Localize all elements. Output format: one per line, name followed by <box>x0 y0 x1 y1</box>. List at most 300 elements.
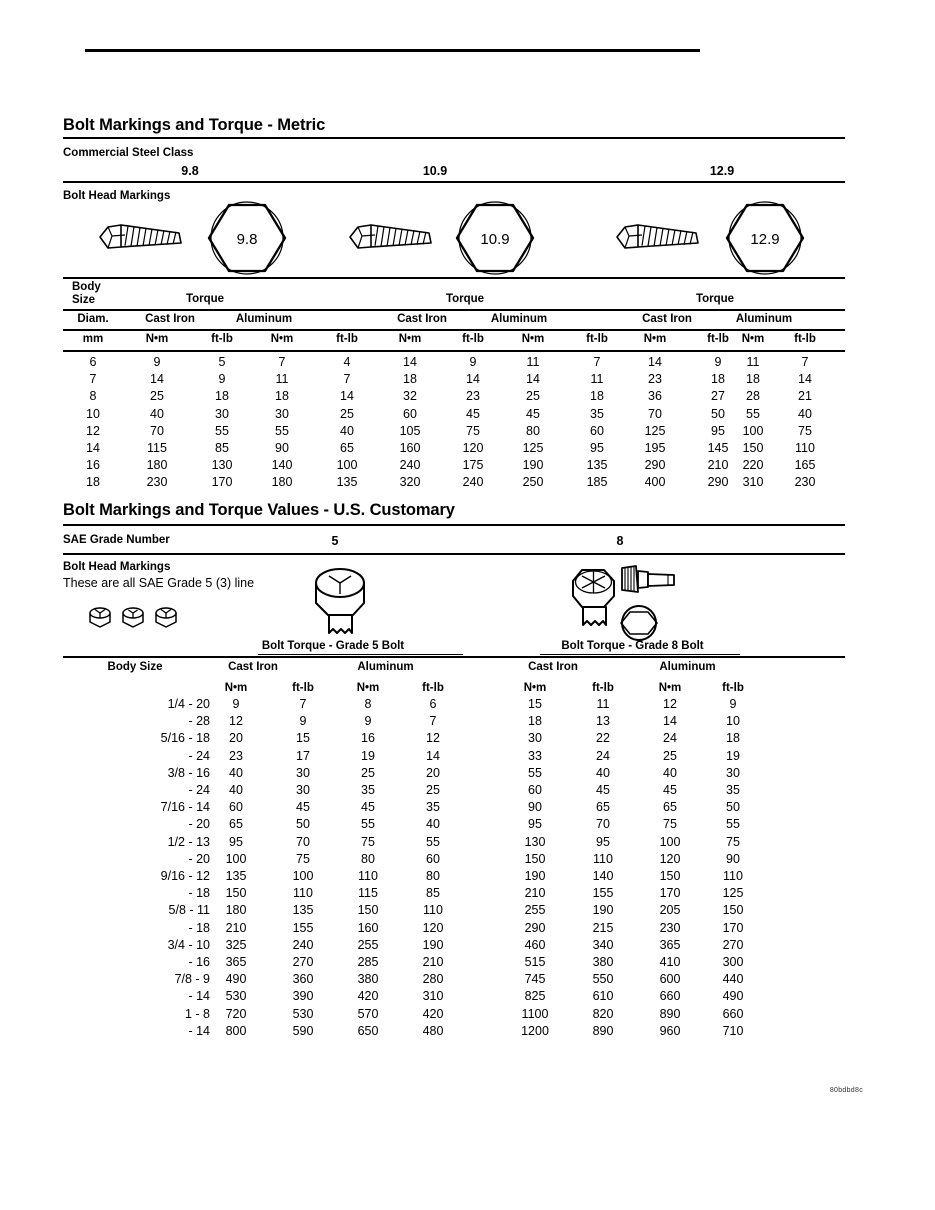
metric-unit-nm-10-9-al: N•m <box>521 333 545 345</box>
metric-cell-g129-ci-ftlb: 18 <box>711 372 725 387</box>
us-cell-g8-al-ftlb: 110 <box>723 869 743 883</box>
us-cell-g5-ci-nm: 9 <box>232 697 240 711</box>
metric-cell-g98-al-nm: 11 <box>275 372 289 387</box>
us-cell-g5-ci-nm: 365 <box>225 955 247 969</box>
us-cell-g8-ci-ftlb: 65 <box>596 800 610 815</box>
us-cell-g5-al-nm: 9 <box>364 714 372 729</box>
metric-cell-g98-ci-ftlb: 55 <box>215 423 229 438</box>
us-cell-g8-al-ftlb: 50 <box>726 800 740 815</box>
us-cell-g5-ci-ftlb: 7 <box>299 697 307 711</box>
us-cell-g8-al-nm: 230 <box>659 920 681 935</box>
us-unit-nm-g8-al: N•m <box>658 682 682 694</box>
metric-units-rule <box>63 350 845 352</box>
grade8-bolt-illustration <box>570 563 680 641</box>
us-cell-g8-ci-nm: 95 <box>528 817 542 832</box>
us-cell-g5-al-nm: 150 <box>357 903 379 918</box>
metric-cell-g98-al-ftlb: 25 <box>340 406 354 421</box>
sae-grade-number-label: SAE Grade Number <box>63 534 170 546</box>
metric-unit-ftlb-9-8-al: ft-lb <box>336 333 358 345</box>
us-cell-g8-ci-nm: 1100 <box>521 1006 549 1021</box>
grade5-head-marking-icon-2 <box>117 604 149 634</box>
metric-unit-ftlb-12-9-ci: ft-lb <box>707 333 729 345</box>
us-cell-body-size: 7/16 - 14 <box>160 800 210 815</box>
us-unit-ftlb-g5-ci: ft-lb <box>292 682 314 694</box>
us-cell-g8-ci-nm: 460 <box>524 937 546 952</box>
us-cell-g8-al-nm: 410 <box>659 955 681 969</box>
us-cell-g5-al-nm: 285 <box>357 955 379 969</box>
svg-text:12.9: 12.9 <box>750 231 780 248</box>
us-cell-g5-ci-nm: 20 <box>229 731 243 746</box>
us-cell-g5-al-ftlb: 60 <box>426 851 440 866</box>
us-cell-g8-ci-nm: 290 <box>524 920 546 935</box>
us-cell-g8-al-ftlb: 9 <box>729 697 737 711</box>
metric-artwork-rule <box>63 277 845 279</box>
us-cast-iron-grade-5: Cast Iron <box>228 661 278 673</box>
us-cell-body-size: 5/8 - 11 <box>168 903 210 918</box>
us-cell-g5-al-nm: 650 <box>357 1023 379 1038</box>
us-cell-g5-al-ftlb: 210 <box>422 955 444 969</box>
metric-cell-g98-ci-ftlb: 5 <box>218 355 226 369</box>
metric-material-rule <box>63 329 845 331</box>
us-cell-g8-ci-ftlb: 190 <box>592 903 614 918</box>
metric-body-size-label-line2: Size <box>72 294 96 306</box>
us-cell-g8-al-ftlb: 300 <box>722 955 744 969</box>
us-cell-g5-al-ftlb: 80 <box>426 869 440 883</box>
metric-aluminum-12-9: Aluminum <box>735 313 793 325</box>
us-cell-g5-ci-nm: 100 <box>225 851 247 866</box>
us-title-rule <box>63 524 845 526</box>
metric-cell-g109-al-nm: 45 <box>526 406 540 421</box>
us-cell-g8-ci-ftlb: 11 <box>596 697 610 711</box>
us-cell-g5-al-nm: 45 <box>361 800 375 815</box>
metric-cell-g109-ci-nm: 105 <box>399 423 421 438</box>
us-cell-g8-ci-ftlb: 95 <box>596 834 610 849</box>
us-cell-g5-al-ftlb: 280 <box>422 972 444 987</box>
footer-code: 80bdbd8c <box>829 1087 863 1094</box>
metric-hex-head-12-9 <box>718 195 813 281</box>
metric-cell-g129-al-ftlb: 14 <box>798 372 812 387</box>
us-cell-g5-al-nm: 25 <box>361 765 375 780</box>
metric-cell-g98-al-nm: 180 <box>271 475 293 490</box>
us-cell-body-size: - 20 <box>188 817 210 832</box>
us-cell-g8-ci-ftlb: 215 <box>592 920 614 935</box>
metric-unit-ftlb-10-9-al: ft-lb <box>586 333 608 345</box>
us-cell-body-size: - 18 <box>188 886 210 901</box>
us-cell-g5-al-ftlb: 55 <box>426 834 440 849</box>
us-cell-g5-al-ftlb: 110 <box>423 903 443 918</box>
metric-cell-mm: 7 <box>89 372 97 387</box>
us-cell-g8-al-ftlb: 10 <box>726 714 740 729</box>
metric-cell-g98-al-nm: 90 <box>275 441 289 455</box>
metric-cell-g129-al-ftlb: 75 <box>798 423 812 438</box>
us-cell-g8-al-nm: 170 <box>659 886 681 901</box>
us-cell-g5-ci-nm: 150 <box>225 886 247 901</box>
us-cell-g5-ci-ftlb: 50 <box>296 817 310 832</box>
us-cell-g5-al-nm: 110 <box>358 869 378 883</box>
us-cell-g8-al-nm: 65 <box>663 800 677 815</box>
metric-cell-g109-ci-ftlb: 240 <box>462 475 484 490</box>
us-cell-g5-ci-nm: 135 <box>225 869 247 883</box>
us-cell-g8-ci-nm: 825 <box>524 989 546 1004</box>
us-cell-g8-al-nm: 890 <box>659 1006 681 1021</box>
metric-unit-nm-12-9-al: N•m <box>741 333 765 345</box>
us-aluminum-grade-5: Aluminum <box>357 661 414 673</box>
us-cell-g8-ci-ftlb: 70 <box>596 817 610 832</box>
us-cell-g5-al-nm: 160 <box>357 920 379 935</box>
metric-cell-g98-ci-nm: 230 <box>146 475 168 490</box>
metric-torque-group-10-9: Torque <box>445 293 485 305</box>
us-cell-g5-ci-ftlb: 15 <box>296 731 310 746</box>
us-body-size-label: Body Size <box>107 661 163 673</box>
us-cell-g8-al-nm: 12 <box>663 697 677 711</box>
us-cell-g8-al-ftlb: 270 <box>722 937 744 952</box>
metric-torque-rule <box>63 309 845 311</box>
us-cell-g8-al-nm: 205 <box>659 903 681 918</box>
us-cell-g5-al-nm: 420 <box>357 989 379 1004</box>
us-cell-body-size: 7/8 - 9 <box>174 972 210 987</box>
us-cell-body-size: - 14 <box>188 1023 210 1038</box>
metric-class-rule <box>63 181 845 183</box>
us-cell-body-size: 5/16 - 18 <box>160 731 210 746</box>
metric-cell-g98-ci-nm: 115 <box>147 441 167 455</box>
metric-cell-g109-ci-ftlb: 75 <box>466 423 480 438</box>
metric-unit-ftlb-9-8-ci: ft-lb <box>211 333 233 345</box>
metric-cell-g129-al-ftlb: 165 <box>794 458 816 473</box>
metric-cell-g109-al-nm: 25 <box>526 389 540 404</box>
us-cell-g5-ci-ftlb: 17 <box>296 748 310 763</box>
us-cell-g8-ci-nm: 745 <box>524 972 546 987</box>
us-cell-g5-al-nm: 35 <box>361 783 375 797</box>
us-cell-g8-ci-ftlb: 22 <box>596 731 610 746</box>
us-cell-g5-al-ftlb: 14 <box>426 748 440 763</box>
us-cell-g5-ci-ftlb: 270 <box>292 955 314 969</box>
metric-cell-mm: 6 <box>89 355 97 369</box>
us-cell-g8-ci-nm: 190 <box>524 869 546 883</box>
us-cell-g5-ci-ftlb: 360 <box>292 972 314 987</box>
us-cell-g5-ci-ftlb: 9 <box>299 714 307 729</box>
metric-cell-g129-al-nm: 100 <box>742 423 764 438</box>
metric-cast-iron-9-8: Cast Iron <box>145 313 195 325</box>
metric-hex-head-10-9 <box>448 195 543 281</box>
us-cast-iron-grade-8: Cast Iron <box>528 661 578 673</box>
metric-cell-g98-al-nm: 18 <box>275 389 289 404</box>
metric-cell-mm: 8 <box>89 389 97 404</box>
metric-cell-g109-al-nm: 125 <box>522 441 544 455</box>
metric-cell-mm: 14 <box>86 441 100 455</box>
us-cell-g8-ci-nm: 18 <box>528 714 542 729</box>
steel-class-12-9: 12.9 <box>709 164 735 178</box>
us-cell-g5-al-nm: 115 <box>358 886 378 901</box>
metric-cell-g129-al-nm: 11 <box>746 355 760 369</box>
us-cell-body-size: - 24 <box>188 748 210 763</box>
us-cell-g5-ci-nm: 60 <box>229 800 243 815</box>
us-grade-rule <box>63 553 845 555</box>
metric-cell-g109-al-ftlb: 185 <box>586 475 608 490</box>
metric-cell-g129-al-nm: 150 <box>742 441 764 455</box>
metric-cell-g109-al-nm: 250 <box>522 475 544 490</box>
metric-cell-g109-al-ftlb: 95 <box>590 441 604 455</box>
us-cell-g8-ci-ftlb: 24 <box>596 748 610 763</box>
us-cell-g5-al-nm: 380 <box>357 972 379 987</box>
metric-cell-g109-ci-ftlb: 175 <box>462 458 484 473</box>
us-cell-body-size: 1 - 8 <box>184 1006 210 1021</box>
us-cell-g5-ci-nm: 180 <box>225 903 247 918</box>
metric-cell-g109-ci-ftlb: 120 <box>462 441 484 455</box>
metric-hex-head-9-8 <box>200 195 295 281</box>
us-cell-g5-al-ftlb: 85 <box>426 886 440 901</box>
metric-cell-g98-al-ftlb: 135 <box>336 475 358 490</box>
metric-cell-g109-ci-nm: 240 <box>399 458 421 473</box>
us-cell-g8-ci-nm: 33 <box>528 748 542 763</box>
us-cell-g5-ci-ftlb: 100 <box>292 869 314 883</box>
grade5-head-marking-icon-3 <box>150 604 182 634</box>
us-bolt-head-markings-label: Bolt Head Markings <box>63 561 171 573</box>
metric-cell-g129-al-nm: 310 <box>742 475 764 490</box>
metric-torque-group-12-9: Torque <box>695 293 735 305</box>
metric-cell-g98-ci-nm: 14 <box>150 372 164 387</box>
us-cell-g8-ci-ftlb: 550 <box>592 972 614 987</box>
us-cell-g5-ci-nm: 40 <box>229 765 243 780</box>
us-cell-g8-ci-ftlb: 610 <box>592 989 614 1004</box>
metric-cell-g98-al-nm: 55 <box>275 423 289 438</box>
us-cell-g5-ci-nm: 720 <box>225 1006 247 1021</box>
metric-unit-nm-10-9-ci: N•m <box>398 333 422 345</box>
sae-grade-5: 5 <box>331 534 339 548</box>
us-cell-g5-al-nm: 80 <box>361 851 375 866</box>
grade5-bolt-illustration <box>305 563 377 638</box>
metric-cell-g129-ci-ftlb: 9 <box>714 355 722 369</box>
us-cell-g8-al-nm: 40 <box>663 765 677 780</box>
metric-cell-g109-ci-ftlb: 45 <box>466 406 480 421</box>
grade5-head-marking-icon-1 <box>84 604 116 634</box>
us-cell-g8-al-ftlb: 710 <box>722 1023 744 1038</box>
metric-cell-g109-al-ftlb: 7 <box>593 355 601 369</box>
us-cell-g8-al-ftlb: 125 <box>722 886 744 901</box>
metric-cell-g129-al-ftlb: 40 <box>798 406 812 421</box>
metric-bolt-head-markings-label: Bolt Head Markings <box>63 190 171 202</box>
metric-cell-g129-ci-ftlb: 27 <box>711 389 725 404</box>
metric-cell-g98-al-ftlb: 14 <box>340 389 354 404</box>
us-cell-g5-ci-ftlb: 390 <box>292 989 314 1004</box>
us-cell-g5-al-ftlb: 310 <box>422 989 444 1004</box>
us-cell-g8-al-nm: 24 <box>663 731 677 746</box>
metric-unit-ftlb-10-9-ci: ft-lb <box>462 333 484 345</box>
metric-cell-g98-al-ftlb: 4 <box>343 355 351 369</box>
us-cell-g8-al-nm: 75 <box>663 817 677 832</box>
us-section-title: Bolt Markings and Torque Values - U.S. Customary <box>63 501 455 519</box>
metric-cell-g98-ci-ftlb: 9 <box>218 372 226 387</box>
metric-cell-g129-ci-ftlb: 290 <box>707 475 729 490</box>
metric-unit-nm-12-9-ci: N•m <box>643 333 667 345</box>
metric-cell-g109-al-ftlb: 60 <box>590 423 604 438</box>
us-cell-g5-ci-nm: 530 <box>225 989 247 1004</box>
page-top-rule <box>85 49 700 52</box>
metric-cell-g109-ci-nm: 32 <box>403 389 417 404</box>
us-unit-nm-g5-al: N•m <box>356 682 380 694</box>
metric-cell-g109-al-ftlb: 35 <box>590 406 604 421</box>
us-cell-body-size: 1/4 - 20 <box>167 697 210 711</box>
us-cell-body-size: - 14 <box>188 989 210 1004</box>
metric-cell-g129-al-nm: 220 <box>742 458 764 473</box>
us-cell-g8-al-ftlb: 660 <box>722 1006 744 1021</box>
us-cell-body-size: 3/4 - 10 <box>167 937 210 952</box>
us-cell-g5-ci-nm: 12 <box>229 714 243 729</box>
us-cell-g5-al-ftlb: 120 <box>422 920 444 935</box>
us-torque-group-grade-5: Bolt Torque - Grade 5 Bolt <box>261 640 405 652</box>
metric-cell-g109-al-ftlb: 11 <box>590 372 604 387</box>
us-cell-g8-ci-ftlb: 380 <box>592 955 614 969</box>
us-cell-body-size: 9/16 - 12 <box>160 869 210 883</box>
us-cell-g5-al-ftlb: 420 <box>422 1006 444 1021</box>
us-cell-g5-al-nm: 19 <box>361 748 375 763</box>
metric-unit-nm-9-8-ci: N•m <box>145 333 169 345</box>
us-torque-group-grade-8: Bolt Torque - Grade 8 Bolt <box>561 640 704 652</box>
metric-cell-g98-ci-nm: 9 <box>153 355 161 369</box>
metric-unit-mm: mm <box>82 333 104 345</box>
metric-cell-g129-ci-ftlb: 210 <box>707 458 729 473</box>
metric-cell-mm: 10 <box>86 406 100 421</box>
us-cell-body-size: - 20 <box>188 851 210 866</box>
metric-cell-g98-al-nm: 140 <box>271 458 293 473</box>
metric-cell-g98-al-ftlb: 7 <box>343 372 351 387</box>
us-cell-g5-ci-nm: 95 <box>229 834 243 849</box>
us-cell-g8-al-nm: 25 <box>663 748 677 763</box>
metric-cell-g109-ci-nm: 14 <box>403 355 417 369</box>
us-cell-g8-ci-nm: 1200 <box>521 1023 549 1038</box>
metric-cell-g109-al-nm: 11 <box>526 355 540 369</box>
metric-cell-g109-ci-nm: 320 <box>399 475 421 490</box>
us-cell-g8-ci-ftlb: 340 <box>592 937 614 952</box>
us-cell-g5-ci-ftlb: 135 <box>292 903 314 918</box>
metric-cell-g129-ci-ftlb: 95 <box>711 423 725 438</box>
us-cell-g8-ci-nm: 90 <box>528 800 542 815</box>
us-cell-g8-al-ftlb: 170 <box>722 920 744 935</box>
us-cell-g8-ci-nm: 15 <box>528 697 542 711</box>
us-cell-g5-ci-nm: 325 <box>225 937 247 952</box>
metric-cell-g129-ci-ftlb: 145 <box>707 441 729 455</box>
metric-cell-g129-al-ftlb: 21 <box>798 389 812 404</box>
us-cell-g8-al-nm: 960 <box>659 1023 681 1038</box>
metric-cell-g109-al-nm: 14 <box>526 372 540 387</box>
us-cell-g5-al-ftlb: 40 <box>426 817 440 832</box>
us-cell-g5-al-ftlb: 480 <box>422 1023 444 1038</box>
us-cell-g5-al-nm: 255 <box>357 937 379 952</box>
us-cell-g8-ci-nm: 255 <box>524 903 546 918</box>
metric-cell-g129-al-nm: 55 <box>746 406 760 421</box>
us-header-rule <box>63 656 845 658</box>
us-cell-body-size: - 28 <box>188 714 210 729</box>
us-cell-g8-al-ftlb: 150 <box>722 903 744 918</box>
metric-cell-g129-ci-ftlb: 50 <box>711 406 725 421</box>
metric-cast-iron-12-9: Cast Iron <box>642 313 692 325</box>
us-cell-body-size: - 16 <box>188 955 210 969</box>
metric-unit-ftlb-12-9-al: ft-lb <box>794 333 816 345</box>
us-cell-g5-ci-ftlb: 70 <box>296 834 310 849</box>
us-cell-body-size: - 18 <box>188 920 210 935</box>
metric-cell-g129-al-ftlb: 7 <box>801 355 809 369</box>
metric-cell-g98-al-nm: 30 <box>275 406 289 421</box>
us-cell-g8-al-ftlb: 440 <box>722 972 744 987</box>
us-cell-g5-al-nm: 75 <box>361 834 375 849</box>
us-cell-g8-al-nm: 600 <box>659 972 681 987</box>
us-cell-g8-ci-nm: 130 <box>524 834 546 849</box>
metric-cell-g98-al-ftlb: 100 <box>336 458 358 473</box>
metric-cell-g129-al-nm: 18 <box>746 372 760 387</box>
us-cell-g8-al-ftlb: 55 <box>726 817 740 832</box>
metric-cell-g129-ci-nm: 400 <box>644 475 666 490</box>
metric-cell-g109-al-ftlb: 18 <box>590 389 604 404</box>
metric-cell-g98-ci-nm: 40 <box>150 406 164 421</box>
us-cell-g8-al-ftlb: 35 <box>726 783 740 797</box>
us-cell-g8-al-ftlb: 75 <box>726 834 740 849</box>
us-cell-g5-al-ftlb: 25 <box>426 783 440 797</box>
metric-bolt-side-view-12-9 <box>612 213 707 263</box>
us-cell-g8-ci-nm: 30 <box>528 731 542 746</box>
metric-cell-g98-ci-ftlb: 170 <box>211 475 233 490</box>
metric-title-rule <box>63 137 845 139</box>
us-cell-g5-al-ftlb: 20 <box>426 765 440 780</box>
us-cell-g8-ci-ftlb: 110 <box>593 851 613 866</box>
us-unit-nm-g8-ci: N•m <box>523 682 547 694</box>
us-aluminum-grade-8: Aluminum <box>659 661 716 673</box>
svg-text:9.8: 9.8 <box>236 231 258 248</box>
metric-cell-mm: 16 <box>86 458 100 473</box>
metric-cell-g129-ci-nm: 125 <box>644 423 666 438</box>
us-cell-body-size: 3/8 - 16 <box>167 765 210 780</box>
metric-cell-g129-al-ftlb: 110 <box>795 441 815 455</box>
metric-cell-g98-al-ftlb: 40 <box>340 423 354 438</box>
metric-bolt-side-view-9-8 <box>95 213 190 263</box>
us-cell-g5-ci-nm: 23 <box>229 748 243 763</box>
metric-cell-g98-ci-nm: 25 <box>150 389 164 404</box>
metric-cell-g129-ci-nm: 70 <box>648 406 662 421</box>
us-cell-g5-al-nm: 16 <box>361 731 375 746</box>
us-cell-g8-al-nm: 45 <box>663 783 677 797</box>
metric-cell-g109-ci-nm: 18 <box>403 372 417 387</box>
steel-class-9-8: 9.8 <box>181 164 199 178</box>
us-cell-g5-ci-nm: 210 <box>225 920 247 935</box>
us-cell-g5-ci-ftlb: 30 <box>296 765 310 780</box>
us-cell-g8-ci-ftlb: 13 <box>596 714 610 729</box>
us-cell-g8-al-nm: 120 <box>659 851 681 866</box>
us-cell-g5-ci-ftlb: 75 <box>296 851 310 866</box>
us-cell-g8-ci-nm: 210 <box>524 886 546 901</box>
us-cell-g8-ci-ftlb: 140 <box>592 869 614 883</box>
us-cell-g5-ci-ftlb: 45 <box>296 800 310 815</box>
us-cell-body-size: 1/2 - 13 <box>167 834 210 849</box>
metric-cell-g129-al-ftlb: 230 <box>794 475 816 490</box>
metric-cell-g129-ci-nm: 14 <box>648 355 662 369</box>
metric-body-size-label-line1: Body <box>72 281 101 293</box>
svg-text:10.9: 10.9 <box>480 231 510 248</box>
us-cell-g8-al-ftlb: 90 <box>726 851 740 866</box>
metric-cell-g109-al-ftlb: 135 <box>586 458 608 473</box>
metric-cell-g98-al-ftlb: 65 <box>340 441 354 455</box>
us-cell-g5-ci-nm: 65 <box>229 817 243 832</box>
us-cell-g5-ci-nm: 490 <box>225 972 247 987</box>
us-cell-body-size: - 24 <box>188 783 210 797</box>
us-cell-g5-al-nm: 55 <box>361 817 375 832</box>
steel-class-10-9: 10.9 <box>422 164 448 178</box>
metric-cell-g98-ci-ftlb: 30 <box>215 406 229 421</box>
us-cell-g8-al-ftlb: 19 <box>726 748 740 763</box>
us-cell-g8-ci-nm: 60 <box>528 783 542 797</box>
metric-aluminum-10-9: Aluminum <box>490 313 548 325</box>
metric-cell-g98-al-nm: 7 <box>278 355 286 369</box>
metric-cell-g98-ci-ftlb: 18 <box>215 389 229 404</box>
sae-grade-8: 8 <box>616 534 624 548</box>
us-cell-g5-ci-ftlb: 590 <box>292 1023 314 1038</box>
